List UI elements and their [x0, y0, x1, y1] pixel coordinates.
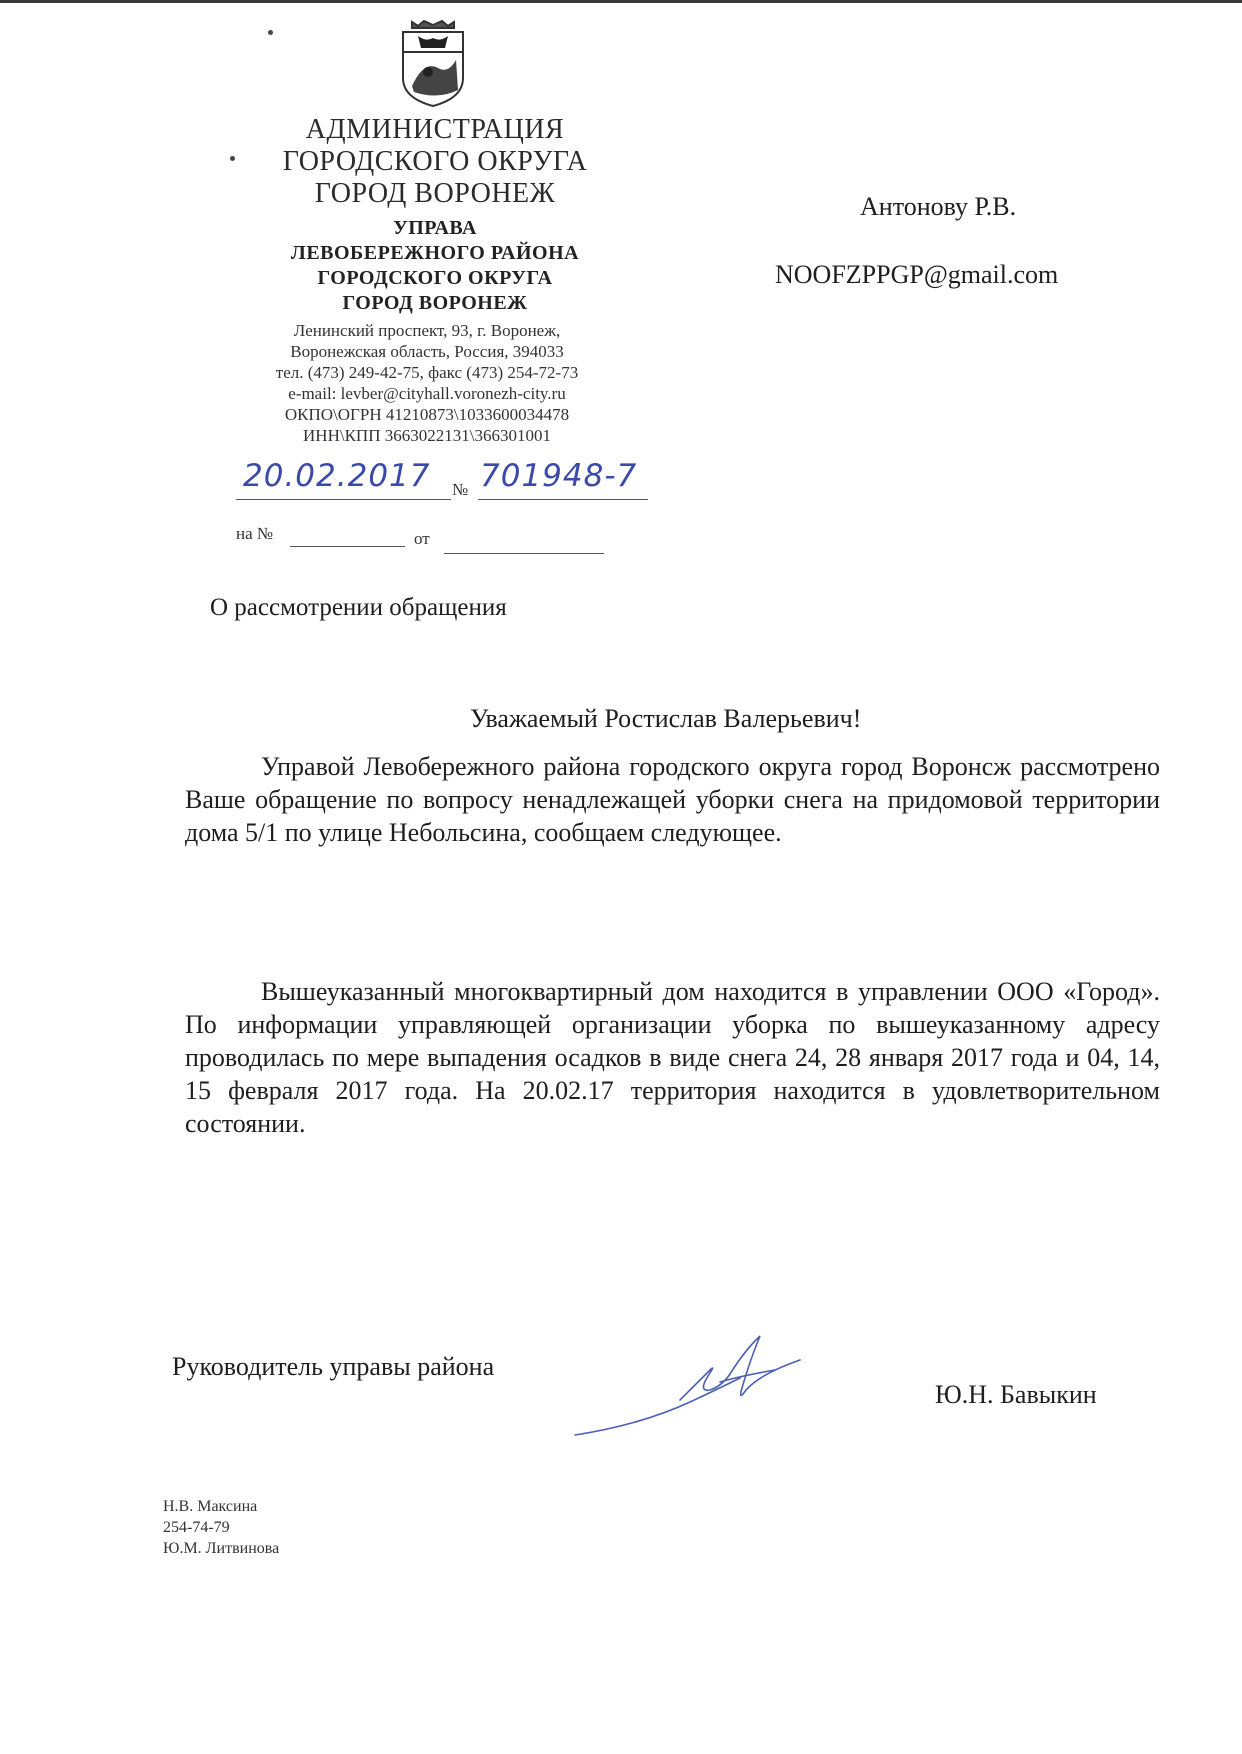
org-line: ГОРОД ВОРОНЕЖ: [314, 178, 556, 209]
contact-line: ОКПО\ОГРН 41210873\1033600034478: [284, 405, 570, 424]
org-line: ГОРОДСКОГО ОКРУГА: [282, 146, 588, 177]
department-name: [210, 216, 660, 316]
executor-phone: 254-74-79: [163, 1519, 230, 1536]
signatory-name: Ю.Н. Бавыкин: [935, 1380, 1097, 1409]
organization-name: [210, 114, 660, 210]
scan-edge: [0, 0, 1242, 3]
letter-subject: О рассмотрении обращения: [210, 594, 507, 621]
registration-number: 701948-7: [480, 458, 638, 494]
reply-date-line: [444, 553, 604, 554]
dept-line: УПРАВА: [393, 217, 477, 239]
reply-to-label: на №: [236, 524, 274, 543]
from-label: от: [414, 529, 430, 548]
date-underline: [236, 499, 451, 500]
executor-name-2: Ю.М. Литвинова: [163, 1540, 280, 1557]
registration-date: 20.02.2017: [243, 458, 431, 494]
dept-line: ГОРОДСКОГО ОКРУГА: [317, 267, 553, 289]
contact-line: тел. (473) 249-42-75, факс (473) 254-72-73: [275, 363, 579, 382]
recipient-email: NOOFZPPGP@gmail.com: [775, 260, 1059, 289]
contact-line: Воронежская область, Россия, 394033: [290, 342, 564, 361]
executor-info: [163, 1496, 279, 1559]
contact-line: ИНН\КПП 3663022131\366301001: [303, 426, 551, 445]
reply-number-line: [290, 546, 405, 547]
dept-line: ГОРОД ВОРОНЕЖ: [342, 292, 528, 314]
contact-line: Ленинский проспект, 93, г. Воронеж,: [293, 321, 561, 340]
executor-name: Н.В. Максина: [163, 1498, 258, 1515]
contact-details: [222, 320, 632, 446]
coat-of-arms-icon: [398, 20, 468, 108]
handwritten-signature: [570, 1330, 830, 1440]
scan-speck: [268, 30, 273, 35]
body-paragraph: Вышеуказанный многоквартирный дом находится в управлении ООО «Город». По информации управляющей организации уборка по вышеуказанному адресу проводилась по мере выпадения осадков в виде снега 24, 28 января 2017 года и 04, 14, 15 февраля 2017 года. На 20.02.17 территория находится в удовлетворительном состоянии.: [185, 977, 1160, 1138]
number-underline: [478, 499, 648, 500]
contact-line: e-mail: levber@cityhall.voronezh-city.ru: [288, 384, 566, 403]
org-line: АДМИНИСТРАЦИЯ: [305, 114, 565, 145]
body-paragraph: Управой Левобережного района городского округа город Воронсж рассмотрено Ваше обращение по вопросу ненадлежащей уборки снега на придомовой территории дома 5/1 по улице Небольсина, сообщаем следующее.: [185, 752, 1160, 847]
letter-greeting: Уважаемый Ростислав Валерьевич!: [470, 704, 862, 733]
recipient-name: Антонову Р.В.: [860, 192, 1017, 221]
signatory-title: Руководитель управы района: [172, 1352, 495, 1381]
dept-line: ЛЕВОБЕРЕЖНОГО РАЙОНА: [290, 242, 580, 264]
number-sign: №: [452, 480, 469, 499]
